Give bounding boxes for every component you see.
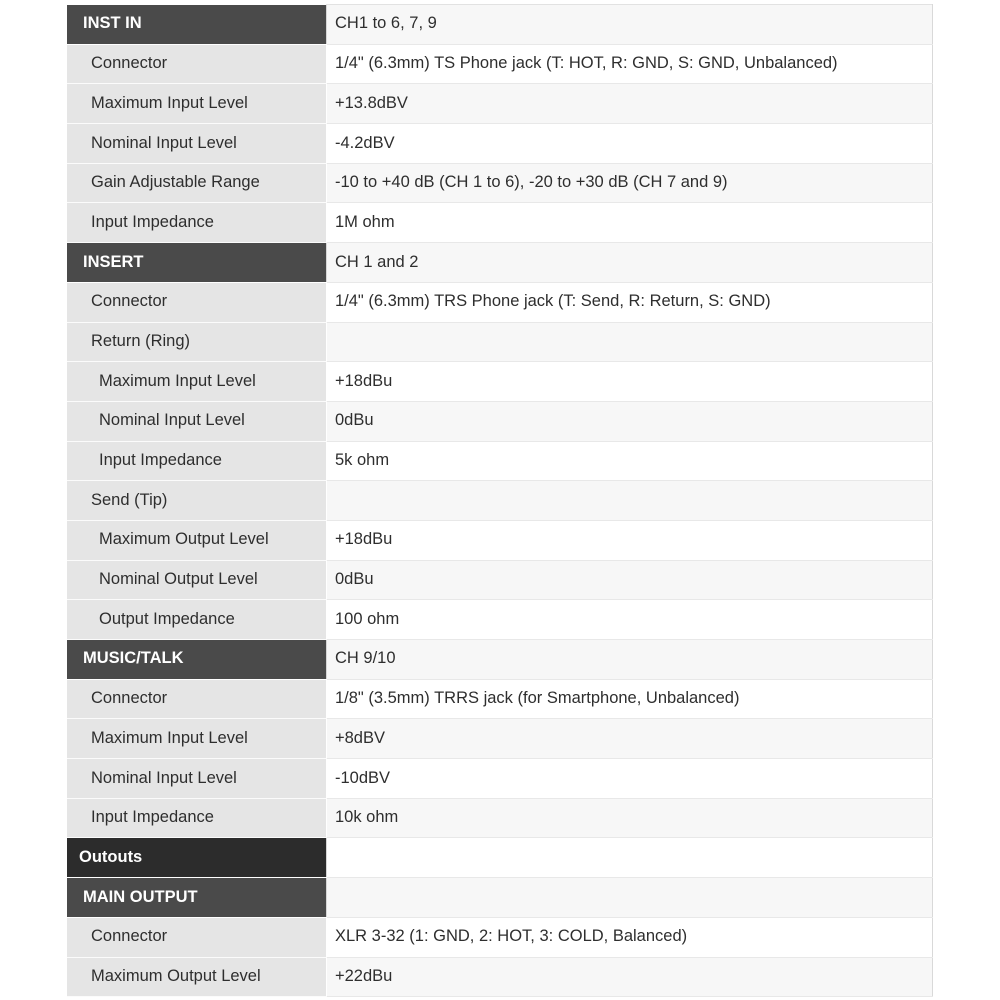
spec-label-cell [67,520,327,560]
spec-value-cell [327,163,933,203]
table-row [67,124,933,164]
spec-value-text: -10dBV [335,768,391,787]
spec-value-cell [327,44,933,84]
spec-label-text: Maximum Input Level [91,728,248,747]
table-row [67,44,933,84]
spec-value-cell [327,600,933,640]
spec-value-text: 10k ohm [335,808,399,827]
spec-value-text: +18dBu [335,371,393,390]
table-row [67,679,933,719]
spec-label-cell [67,44,327,84]
spec-label-text: Maximum Input Level [91,93,248,112]
spec-value-text: CH 9/10 [335,649,396,668]
spec-value-cell [327,282,933,322]
spec-label-text: Input Impedance [91,212,214,231]
section-header-cell [67,243,327,283]
spec-value-cell [327,798,933,838]
spec-value-text: 1/4" (6.3mm) TS Phone jack (T: HOT, R: GND, S: GND, Unbalanced) [335,54,838,73]
specifications-table-body [67,5,933,997]
spec-value-text: -10 to +40 dB (CH 1 to 6), -20 to +30 dB (CH 7 and 9) [335,173,728,192]
spec-value-text: 0dBu [335,411,374,430]
table-row [67,838,933,878]
spec-label-cell [67,362,327,402]
spec-value-cell [327,322,933,362]
spec-label-cell [67,163,327,203]
spec-value-cell [327,520,933,560]
spec-label-text: Connector [91,54,168,73]
spec-value-cell [327,719,933,759]
spec-value-text: 5k ohm [335,451,390,469]
table-row [67,957,933,997]
spec-value-text: -4.2dBV [335,133,395,152]
table-row [67,84,933,124]
spec-value-cell [327,203,933,243]
section-header-cell [67,640,327,680]
spec-label-text: Nominal Input Level [91,133,237,152]
spec-value-cell [327,759,933,799]
spec-label-cell [67,798,327,838]
spec-value-cell [327,679,933,719]
section-header-cell [67,5,327,45]
spec-value-cell [327,401,933,441]
spec-label-cell [67,282,327,322]
table-row [67,282,933,322]
spec-label-text: Maximum Output Level [99,530,269,549]
table-row [67,322,933,362]
table-row [67,5,933,45]
spec-label-text: Return (Ring) [91,331,191,350]
spec-value-cell [327,84,933,124]
spec-value-cell [327,243,933,283]
spec-value-text: 100 ohm [335,609,400,628]
spec-value-cell [327,362,933,402]
spec-label-text: Input Impedance [99,451,222,469]
spec-label-text: Connector [91,927,168,946]
spec-label-cell [67,401,327,441]
spec-label-text: Nominal Output Level [99,570,258,589]
spec-label-cell [67,203,327,243]
spec-value-text: +13.8dBV [335,93,408,112]
spec-value-cell [327,878,933,918]
spec-label-cell [67,917,327,957]
spec-value-cell [327,560,933,600]
spec-value-text: 1M ohm [335,212,395,231]
spec-label-text: Connector [91,689,168,708]
spec-value-text: CH1 to 6, 7, 9 [335,14,437,33]
table-row [67,203,933,243]
spec-label-cell [67,560,327,600]
spec-value-cell [327,124,933,164]
table-row [67,600,933,640]
spec-value-cell [327,481,933,521]
spec-value-cell [327,5,933,45]
table-row [67,560,933,600]
spec-value-text: 1/8" (3.5mm) TRRS jack (for Smartphone, Unbalanced) [335,689,740,708]
table-row [67,401,933,441]
spec-label-text: Connector [91,292,168,311]
table-row [67,243,933,283]
spec-label-cell [67,719,327,759]
group-header-cell [67,838,327,878]
spec-value-cell [327,838,933,878]
spec-label-text: INSERT [83,252,144,271]
spec-label-text: Gain Adjustable Range [91,173,260,192]
spec-label-cell [67,600,327,640]
table-row [67,878,933,918]
table-row [67,163,933,203]
spec-label-cell [67,441,327,481]
table-row [67,441,933,481]
spec-value-text: +18dBu [335,530,393,549]
table-row [67,798,933,838]
spec-value-text: XLR 3-32 (1: GND, 2: HOT, 3: COLD, Balanced) [335,927,688,946]
spec-label-text: Output Impedance [99,609,235,628]
spec-label-cell [67,84,327,124]
spec-label-cell [67,957,327,997]
spec-value-cell [327,441,933,481]
spec-value-text: 0dBu [335,570,374,589]
spec-value-cell [327,957,933,997]
spec-label-text: Outouts [79,847,143,866]
spec-value-text: 1/4" (6.3mm) TRS Phone jack (T: Send, R: Return, S: GND) [335,292,771,311]
spec-label-cell [67,124,327,164]
section-header-cell [67,878,327,918]
table-row [67,917,933,957]
spec-label-text: MAIN OUTPUT [83,887,198,906]
spec-label-text: Send (Tip) [91,490,168,509]
table-row [67,719,933,759]
table-row [67,640,933,680]
spec-label-text: Nominal Input Level [91,768,237,787]
spec-label-text: Maximum Input Level [99,371,256,390]
spec-label-text: Maximum Output Level [91,966,261,985]
spec-label-text: MUSIC/TALK [83,649,184,668]
specifications-table [67,4,933,997]
table-row [67,362,933,402]
spec-label-text: Input Impedance [91,808,214,827]
spec-value-text: CH 1 and 2 [335,252,419,271]
spec-value-text: +8dBV [335,728,385,747]
table-row [67,520,933,560]
spec-label-cell [67,679,327,719]
table-row [67,481,933,521]
spec-value-text: +22dBu [335,966,393,985]
spec-label-text: INST IN [83,14,142,33]
spec-value-cell [327,917,933,957]
spec-label-cell [67,759,327,799]
spec-label-cell [67,322,327,362]
spec-label-text: Nominal Input Level [99,411,245,430]
table-row [67,759,933,799]
spec-label-cell [67,481,327,521]
spec-value-cell [327,640,933,680]
